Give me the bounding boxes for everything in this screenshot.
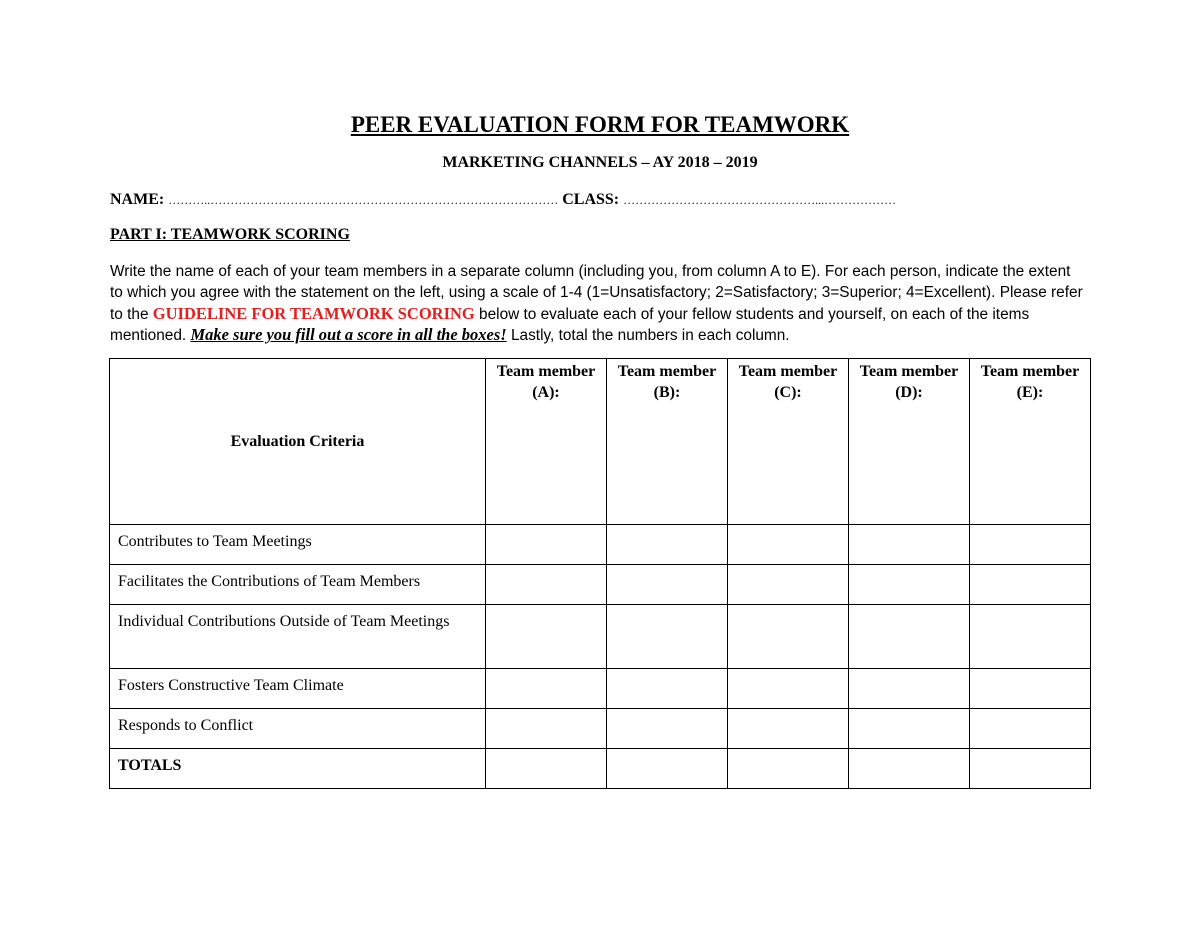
score-cell[interactable] [728, 525, 849, 565]
member-d-header: Team member (D): [849, 359, 970, 525]
total-cell[interactable] [486, 749, 607, 789]
class-field[interactable]: …………………………………………...……………… [623, 193, 897, 207]
total-cell[interactable] [970, 749, 1091, 789]
score-cell[interactable] [607, 669, 728, 709]
member-a-header: Team member (A): [486, 359, 607, 525]
score-cell[interactable] [728, 709, 849, 749]
member-e-header: Team member (E): [970, 359, 1091, 525]
table-row [110, 709, 1091, 749]
total-cell[interactable] [728, 749, 849, 789]
table-header-row [110, 359, 1091, 525]
score-cell[interactable] [486, 605, 607, 669]
totals-label: TOTALS [110, 749, 486, 789]
criteria-label: Contributes to Team Meetings [110, 525, 486, 565]
score-cell[interactable] [607, 565, 728, 605]
score-cell[interactable] [970, 525, 1091, 565]
table-row [110, 669, 1091, 709]
name-field[interactable]: ………..…………………………………………………………………………… [168, 193, 559, 207]
score-cell[interactable] [607, 605, 728, 669]
score-cell[interactable] [970, 605, 1091, 669]
score-cell[interactable] [849, 525, 970, 565]
criteria-label: Fosters Constructive Team Climate [110, 669, 486, 709]
totals-row [110, 749, 1091, 789]
total-cell[interactable] [607, 749, 728, 789]
instructions-text-2: below to evaluate each of your fellow students and yourself, on each of the items mentioned. [110, 305, 1030, 345]
total-cell[interactable] [849, 749, 970, 789]
criteria-header: Evaluation Criteria [110, 359, 486, 525]
score-cell[interactable] [486, 709, 607, 749]
member-b-header: Team member (B): [607, 359, 728, 525]
table-row [110, 565, 1091, 605]
instructions-paragraph [110, 262, 1085, 347]
instructions-text-1: Write the name of each of your team members in a separate column (including you, from column A to E). For each person, indicate the extent to which you agree with the statement on the left, using a scale of 1-4 (1=Unsatisfactory; 2=Satisfactory; 3=Superior; 4=Excellent). Please refer to the [110, 263, 1083, 323]
score-cell[interactable] [849, 669, 970, 709]
criteria-label: Individual Contributions Outside of Team Meetings [110, 605, 486, 669]
score-cell[interactable] [970, 669, 1091, 709]
name-class-line [110, 191, 1095, 209]
fill-all-boxes-emphasis: Make sure you fill out a score in all the boxes! [190, 325, 507, 345]
score-cell[interactable] [728, 669, 849, 709]
part-heading: PART I: TEAMWORK SCORING [110, 226, 350, 243]
score-cell[interactable] [486, 525, 607, 565]
form-title: PEER EVALUATION FORM FOR TEAMWORK [350, 112, 850, 137]
instructions-text-3: Lastly, total the numbers in each column. [506, 327, 790, 345]
name-label: NAME: [110, 191, 165, 208]
guideline-highlight: GUIDELINE FOR TEAMWORK SCORING [152, 303, 475, 323]
score-cell[interactable] [849, 565, 970, 605]
score-cell[interactable] [607, 709, 728, 749]
score-cell[interactable] [486, 669, 607, 709]
table-row [110, 525, 1091, 565]
table-row [110, 605, 1091, 669]
class-label: CLASS: [562, 191, 620, 208]
criteria-label: Facilitates the Contributions of Team Members [110, 565, 486, 605]
score-cell[interactable] [970, 709, 1091, 749]
form-subtitle: MARKETING CHANNELS – AY 2018 – 2019 [442, 154, 758, 171]
criteria-label: Responds to Conflict [110, 709, 486, 749]
score-cell[interactable] [607, 525, 728, 565]
score-cell[interactable] [728, 565, 849, 605]
score-cell[interactable] [849, 605, 970, 669]
score-cell[interactable] [849, 709, 970, 749]
score-cell[interactable] [728, 605, 849, 669]
score-cell[interactable] [486, 565, 607, 605]
member-c-header: Team member (C): [728, 359, 849, 525]
score-cell[interactable] [970, 565, 1091, 605]
evaluation-table [109, 358, 1091, 789]
